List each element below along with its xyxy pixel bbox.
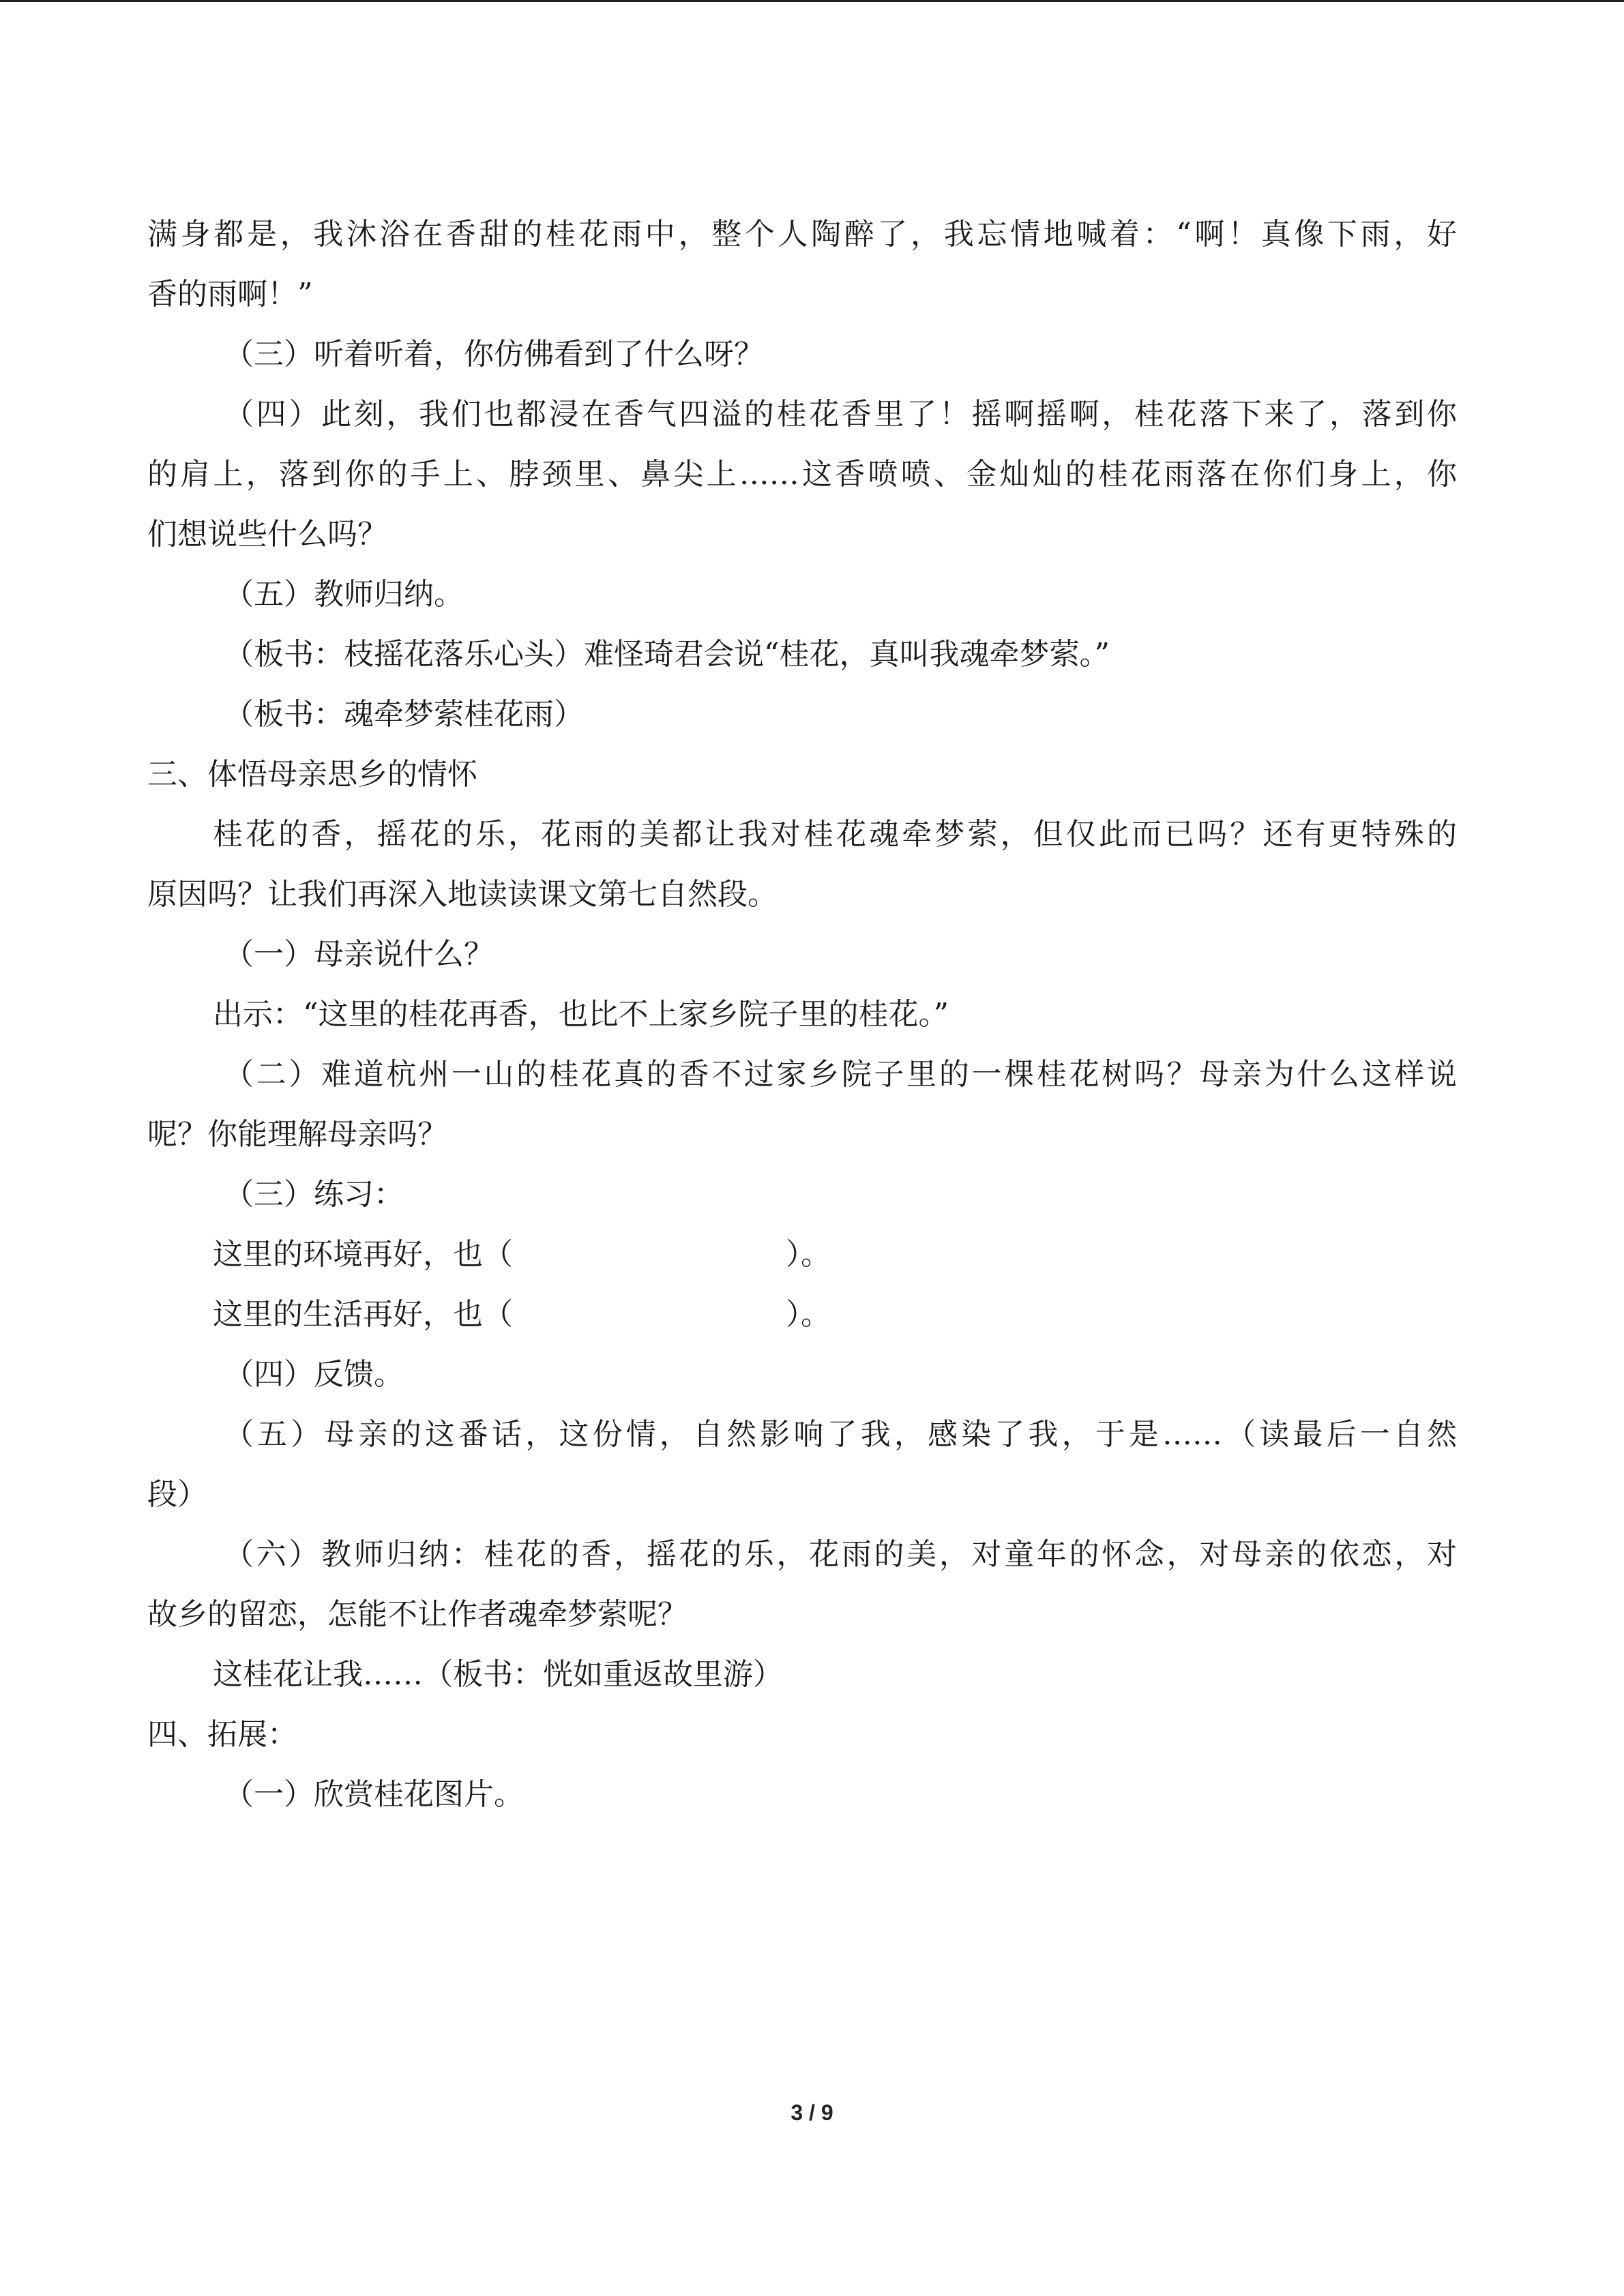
paragraph-line: 香的雨啊！” <box>147 277 313 312</box>
page-number: 3 / 9 <box>791 2100 833 2125</box>
exercise-prefix: 这里的生活再好，也（ <box>213 1297 513 1332</box>
top-border-line <box>0 0 1624 2</box>
paragraph-line: 们想说些什么吗？ <box>147 517 387 552</box>
paragraph-line: 出示：“这里的桂花再香，也比不上家乡院子里的桂花。” <box>213 997 949 1032</box>
paragraph-line: （板书：魂牵梦萦桂花雨） <box>224 697 584 732</box>
paragraph-line: 原因吗？让我们再深入地读读课文第七自然段。 <box>147 877 778 912</box>
paragraph-line: （一）欣赏桂花图片。 <box>224 1777 524 1812</box>
paragraph-line: 满身都是，我沐浴在香甜的桂花雨中，整个人陶醉了，我忘情地喊着：“啊！真像下雨，好 <box>147 217 1457 252</box>
paragraph-line: 故乡的留恋，怎能不让作者魂牵梦萦呢？ <box>147 1597 688 1632</box>
paragraph-line: （三）练习： <box>224 1177 404 1212</box>
section-heading: 四、拓展： <box>147 1717 297 1752</box>
exercise-suffix: ）。 <box>786 1237 831 1272</box>
paragraph-line: 呢？你能理解母亲吗？ <box>147 1117 447 1152</box>
paragraph-line: （二）难道杭州一山的桂花真的香不过家乡院子里的一棵桂花树吗？母亲为什么这样说 <box>224 1057 1457 1092</box>
paragraph-line: （五）母亲的这番话，这份情，自然影响了我，感染了我，于是……（读最后一自然 <box>224 1417 1457 1452</box>
exercise-suffix: ）。 <box>786 1297 831 1332</box>
section-heading: 三、体悟母亲思乡的情怀 <box>147 757 477 792</box>
paragraph-line: （三）听着听着，你仿佛看到了什么呀？ <box>224 337 764 372</box>
paragraph-line: （五）教师归纳。 <box>224 577 464 612</box>
paragraph-line: 的肩上，落到你的手上、脖颈里、鼻尖上……这香喷喷、金灿灿的桂花雨落在你们身上，你 <box>147 457 1457 492</box>
paragraph-line: （六）教师归纳：桂花的香，摇花的乐，花雨的美，对童年的怀念，对母亲的依恋，对 <box>224 1537 1457 1572</box>
exercise-prefix: 这里的环境再好，也（ <box>213 1237 513 1272</box>
document-body <box>147 205 1457 1825</box>
paragraph-line: （四）此刻，我们也都浸在香气四溢的桂花香里了！摇啊摇啊，桂花落下来了，落到你 <box>224 397 1457 432</box>
paragraph-line: （板书：枝摇花落乐心头）难怪琦君会说“桂花，真叫我魂牵梦萦。” <box>224 637 1110 672</box>
paragraph-line: （一）母亲说什么？ <box>224 937 494 972</box>
paragraph-line: 段） <box>147 1477 207 1512</box>
exercise-line <box>147 1225 1457 1285</box>
paragraph-line: 这桂花让我……（板书：恍如重返故里游） <box>213 1657 783 1692</box>
paragraph-line: （四）反馈。 <box>224 1357 404 1392</box>
exercise-line <box>147 1285 1457 1345</box>
paragraph-line: 桂花的香，摇花的乐，花雨的美都让我对桂花魂牵梦萦，但仅此而已吗？还有更特殊的 <box>213 817 1457 852</box>
